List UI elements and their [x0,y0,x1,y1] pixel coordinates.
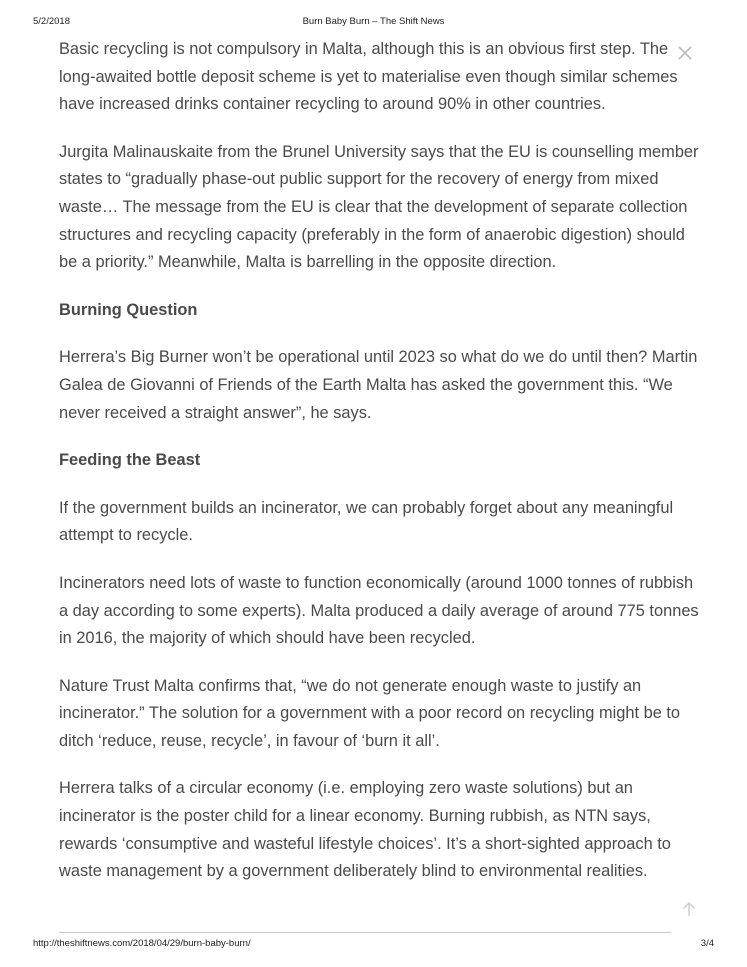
paragraph-incinerator-recycle: If the government builds an incinerator, we can probably forget about any meaningful attempt to recycle. [59,498,674,545]
paragraph-nature-trust: Nature Trust Malta confirms that, “we do not generate enough waste to justify an incinerator.” The solution for a government with a poor record on recycling might be to ditch ‘reduce, reuse, recycle’, in favour of ‘burn it all’. [59,676,681,750]
paragraph-circular-economy: Herrera talks of a circular economy (i.e. employing zero waste solutions) but an incinerator is the poster child for a linear economy. Burning rubbish, as NTN says, rewards ‘consumptive and wasteful lifestyle choices’. It’s a short-sighted approach to waste management by a government deliberately blind to environmental realities. [59,779,671,881]
print-footer-page-number: 3/4 [700,938,714,949]
heading-burning-question: Burning Question [59,300,198,319]
print-header-date: 5/2/2018 [33,16,70,27]
heading-feeding-the-beast: Feeding the Beast [59,451,201,470]
close-icon [676,44,694,62]
scroll-to-top-button[interactable] [680,900,698,918]
print-header-title: Burn Baby Burn – The Shift News [302,16,445,27]
footer-divider [59,932,671,933]
paragraph-big-burner: Herrera’s Big Burner won’t be operational until 2023 so what do we do until then? Martin Galea de Giovanni of Friends of the Earth Malta has asked the government this. “We never received a straight answer”, he says. [59,348,698,422]
paragraph-waste-volume: Incinerators need lots of waste to function economically (around 1000 tonnes of rubbish a day according to some experts). Malta produced a daily average of around 775 tonnes in 2016, the majority of which should have been recycled. [59,573,699,648]
paragraph-recycling-compulsory: Basic recycling is not compulsory in Malta, although this is an obvious first step. The long-awaited bottle deposit scheme is yet to materialise even though similar schemes have increased drinks container recycling to around 90% in other countries. [59,40,678,114]
arrow-up-icon [680,900,698,918]
close-button[interactable] [676,44,694,62]
print-footer-url: http://theshiftnews.com/2018/04/29/burn-baby-burn/ [33,938,251,949]
paragraph-eu-counselling: Jurgita Malinauskaite from the Brunel University says that the EU is counselling member states to “gradually phase-out public support for the recovery of energy from mixed waste… The message from the EU is clear that the development of separate collection structures and recycling capacity (preferably in the form of anaerobic digestion) should be a priority.” Meanwhile, Malta is barrelling in the opposite direction. [59,142,699,272]
article-body [59,36,699,906]
